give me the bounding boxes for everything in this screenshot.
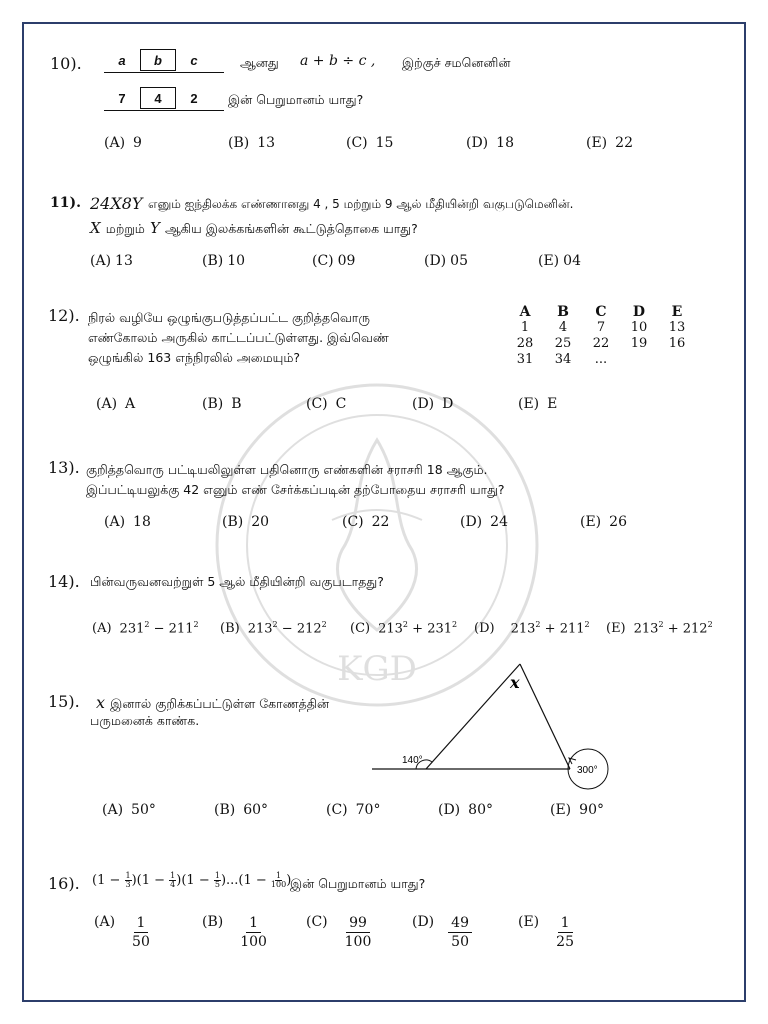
q12-option-b[interactable]: (B) B: [202, 396, 242, 412]
q15-triangle-diagram: [366, 656, 616, 796]
q14-option-d[interactable]: (D) $213^2 + 211^2$: [474, 620, 590, 637]
q10-cell-7: 7: [118, 90, 126, 106]
q15-text2: பருமனைக் காண்க.: [90, 713, 200, 728]
q16-frac-last: $\frac{1}{100}$: [270, 871, 287, 889]
q14-text: பின்வருவனவற்றுள் 5 ஆல் மீதியின்றி வகுபடாதது?: [90, 574, 384, 589]
q10-cell-b: b: [140, 49, 176, 71]
q14-option-a[interactable]: (A) $231^2 - 211^2$: [92, 620, 199, 637]
q10-line1-tamil: ஆனது: [240, 55, 279, 70]
q13-option-e[interactable]: (E) 26: [580, 514, 627, 530]
q16-number: 16).: [48, 874, 80, 893]
q11-text1: எனும் ஐந்திலக்க எண்ணானது 4 , 5 மற்றும் 9 ஆல் மீதியின்றி வகுபடுமெனின்.: [148, 197, 574, 211]
q10-option-a[interactable]: (A) 9: [104, 135, 142, 151]
q13-option-a[interactable]: (A) 18: [104, 514, 151, 530]
q11-option-b[interactable]: (B) 10: [202, 253, 246, 269]
q16-option-b[interactable]: (B) $\frac{1}{100}$: [202, 914, 267, 950]
q12-option-e[interactable]: (E) E: [518, 396, 558, 412]
q11-var-x: X: [90, 219, 101, 237]
q15-angle-300: 300°: [577, 765, 598, 776]
q11-number-expr: 24X8Y: [90, 194, 143, 213]
table-cell: 28: [516, 336, 534, 351]
table-cell: [620, 352, 658, 368]
table-cell: [658, 352, 696, 368]
table-cell: 19: [630, 336, 648, 351]
q15-line1: [96, 693, 329, 713]
q12-line-2: எண்கோலம் அருகில் காட்டப்பட்டுள்ளது. இவ்வெண்: [88, 330, 389, 345]
q11-option-d[interactable]: (D) 05: [424, 253, 468, 269]
q15-option-a[interactable]: (A) 50°: [102, 802, 156, 818]
q15-var: x: [96, 693, 106, 712]
q12-col-e: E: [671, 304, 683, 320]
q13-option-b[interactable]: (B) 20: [222, 514, 270, 530]
q12-col-d: D: [632, 304, 646, 320]
q11-mid: மற்றும்: [105, 221, 145, 236]
q15-option-d[interactable]: (D) 80°: [438, 802, 493, 818]
q15-text1: இனால் குறிக்கப்பட்டுள்ள கோணத்தின்: [110, 696, 330, 711]
q15-angle-x: x: [510, 673, 520, 692]
q16-option-d[interactable]: (D) $\frac{49}{50}$: [412, 914, 472, 951]
q13-option-d[interactable]: (D) 24: [460, 514, 508, 530]
table-cell: 16: [668, 336, 686, 351]
q16-option-e[interactable]: (E) $\frac{1}{25}$: [518, 914, 574, 950]
q10-expr: a + b ÷ c ,: [300, 53, 376, 69]
q10-option-b[interactable]: (B) 13: [228, 135, 276, 151]
q15-option-c[interactable]: (C) 70°: [326, 802, 381, 818]
table-cell: 31: [516, 352, 534, 367]
q12-number: 12).: [48, 306, 80, 325]
table-row: [506, 320, 696, 336]
q10-option-c[interactable]: (C) 15: [346, 135, 394, 151]
q12-option-c[interactable]: (C) C: [306, 396, 347, 412]
q12-option-d[interactable]: (D) D: [412, 396, 454, 412]
q12-text: [88, 308, 389, 368]
table-cell: 13: [668, 320, 686, 335]
q10-option-d[interactable]: (D) 18: [466, 135, 514, 151]
q12-col-a: A: [519, 304, 531, 320]
q12-line-3: ஒழுங்கில் 163 எந்நிரலில் அமையும்?: [88, 350, 301, 365]
table-row: [506, 336, 696, 352]
q10-cell-c: c: [190, 52, 198, 68]
q13-option-c[interactable]: (C) 22: [342, 514, 390, 530]
q14-option-b[interactable]: (B) $213^2 - 212^2$: [220, 620, 327, 637]
q13-text: [86, 460, 505, 500]
q16-text: இன் பெறுமானம் யாது?: [290, 876, 426, 891]
q11-var-y: Y: [149, 219, 160, 237]
q12-col-c: C: [595, 304, 607, 320]
table-cell: 10: [630, 320, 648, 335]
q10-cell-a: a: [118, 52, 126, 68]
q16-frac-3: $\frac{1}{5}$: [214, 871, 220, 889]
table-cell: 7: [596, 320, 606, 335]
q11-text2: ஆகிய இலக்கங்களின் கூட்டுத்தொகை யாது?: [164, 221, 418, 236]
q10-line1-tail: இற்குச் சமனெனின்: [402, 55, 511, 70]
q11-option-a[interactable]: (A) 13: [90, 253, 133, 269]
q10-line2-tail: இன் பெறுமானம் யாது?: [228, 92, 364, 107]
table-cell: 34: [554, 352, 572, 367]
q16-frac-2: $\frac{1}{4}$: [170, 871, 176, 889]
q14-option-c[interactable]: (C) $213^2 + 231^2$: [350, 620, 458, 637]
q11-number: 11).: [50, 195, 81, 211]
table-cell: 1: [520, 320, 530, 335]
q14-option-e[interactable]: (E) $213^2 + 212^2$: [606, 620, 713, 637]
table-cell: 25: [554, 336, 572, 351]
q16-expression: (1 − $\frac{1}{3}$ )(1 − $\frac{1}{4}$ )(1 − $\frac{1}{5}$ )...(1 − $\frac{1}{100}$ ): [92, 871, 292, 889]
q10-top-underline: [104, 72, 224, 73]
table-cell: 22: [592, 336, 610, 351]
q12-line-1: நிரல் வழியே ஒழுங்குபடுத்தப்பட்ட குறித்தவொரு: [88, 310, 370, 325]
q15-option-b[interactable]: (B) 60°: [214, 802, 269, 818]
q10-bottom-underline: [104, 110, 224, 111]
q10-number: 10).: [50, 54, 82, 73]
q16-option-a[interactable]: (A) $\frac{1}{50}$: [94, 914, 150, 950]
q15-angle-140: 140°: [402, 755, 423, 766]
q10-bottom-row: [104, 87, 212, 109]
q12-option-a[interactable]: (A) A: [96, 396, 136, 412]
q13-line-2: இப்பட்டியலுக்கு 42 எனும் எண் சேர்க்கப்படின் தற்போதைய சராசரி யாது?: [86, 482, 505, 497]
table-cell: ...: [594, 352, 608, 367]
q11-line2: [90, 218, 418, 238]
q16-option-c[interactable]: (C) $\frac{99}{100}$: [306, 914, 372, 950]
q12-number-table: [506, 304, 696, 368]
q16-frac-1: $\frac{1}{3}$: [125, 871, 131, 889]
q13-number: 13).: [48, 458, 80, 477]
q15-number: 15).: [48, 692, 80, 711]
q10-cell-4: 4: [140, 87, 176, 109]
q11-option-e[interactable]: (E) 04: [538, 253, 581, 269]
q12-col-b: B: [557, 304, 569, 320]
q11-option-c[interactable]: (C) 09: [312, 253, 356, 269]
q10-option-e[interactable]: (E) 22: [586, 135, 633, 151]
watermark-text: KGD: [337, 649, 417, 689]
q10-top-row: [104, 49, 212, 71]
q14-number: 14).: [48, 572, 80, 591]
q15-option-e[interactable]: (E) 90°: [550, 802, 604, 818]
table-cell: 4: [558, 320, 568, 335]
q10-cell-2: 2: [190, 90, 198, 106]
table-row: [506, 352, 696, 368]
q13-line-1: குறித்தவொரு பட்டியலிலுள்ள பதினொரு எண்களின் சராசரி 18 ஆகும்.: [86, 462, 488, 477]
